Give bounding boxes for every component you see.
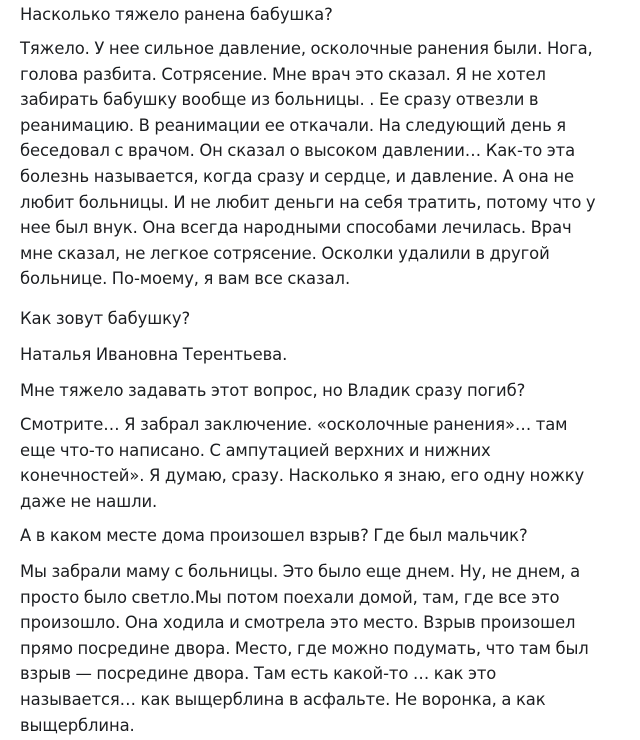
text-line: Как зовут бабушку? — [20, 309, 191, 328]
text-line: конечностей». Я думаю, сразу. Насколько я знаю, его одну ножку — [20, 466, 585, 486]
question-paragraph — [20, 378, 525, 404]
text-line: нее был внук. Она всегда народными способами лечилась. Врач — [20, 218, 572, 238]
text-line: забирать бабушку вообще из больницы. . Ее сразу отвезли в — [20, 90, 539, 110]
text-line: Мы забрали маму с больницы. Это было еще днем. Ну, не днем, а — [20, 562, 581, 581]
text-line: Насколько тяжело ранена бабушка? — [20, 5, 333, 24]
text-line: взрыв — посредине двора. Там есть какой-то … как это — [20, 664, 497, 684]
text-line: произошло. Она ходила и смотрела это место. Взрыв произошел — [20, 613, 576, 633]
text-line: мне сказал, не легкое сотрясение. Осколки удалили в другой — [20, 243, 550, 263]
text-line: еще что-то написано. С ампутацией верхних и нижних — [20, 440, 491, 460]
text-line: больнице. По-моему, я вам все сказал. — [20, 269, 351, 289]
question-paragraph — [20, 2, 333, 28]
answer-paragraph — [20, 412, 584, 514]
text-line: просто было светло.Мы потом поехали домой, там, где все это — [20, 587, 560, 607]
answer-paragraph — [20, 559, 589, 738]
text-line: болезнь называется, когда сразу и сердце, и давление. А она не — [20, 166, 574, 186]
text-line: любит больницы. И не любит деньги на себя тратить, потому что у — [20, 192, 596, 212]
question-paragraph — [20, 306, 190, 332]
text-line: называется… как выщерблина в асфальте. Не воронка, а как — [20, 689, 546, 709]
text-line: Тяжело. У нее сильное давление, осколочные ранения были. Нога, — [20, 39, 593, 58]
text-line: беседовал с врачом. Он сказал о высоком давлении… Как-то эта — [20, 141, 576, 161]
text-line: даже не нашли. — [20, 491, 158, 511]
text-line: голова разбита. Сотрясение. Мне врач это сказал. Я не хотел — [20, 64, 546, 84]
text-line: А в каком месте дома произошел взрыв? Где был мальчик? — [20, 526, 528, 545]
text-line: реанимацию. В реанимации ее откачали. На следующий день я — [20, 115, 567, 135]
answer-paragraph — [20, 36, 596, 292]
text-line: прямо посредине двора. Место, где можно подумать, что там был — [20, 638, 589, 658]
text-line: Смотрите… Я забрал заключение. «осколочные ранения»… там — [20, 415, 568, 434]
question-paragraph — [20, 523, 528, 549]
text-line: Мне тяжело задавать этот вопрос, но Владик сразу погиб? — [20, 381, 526, 400]
text-line: Наталья Ивановна Терентьева. — [20, 345, 288, 364]
text-line: выщерблина. — [20, 715, 135, 735]
answer-paragraph — [20, 342, 287, 368]
